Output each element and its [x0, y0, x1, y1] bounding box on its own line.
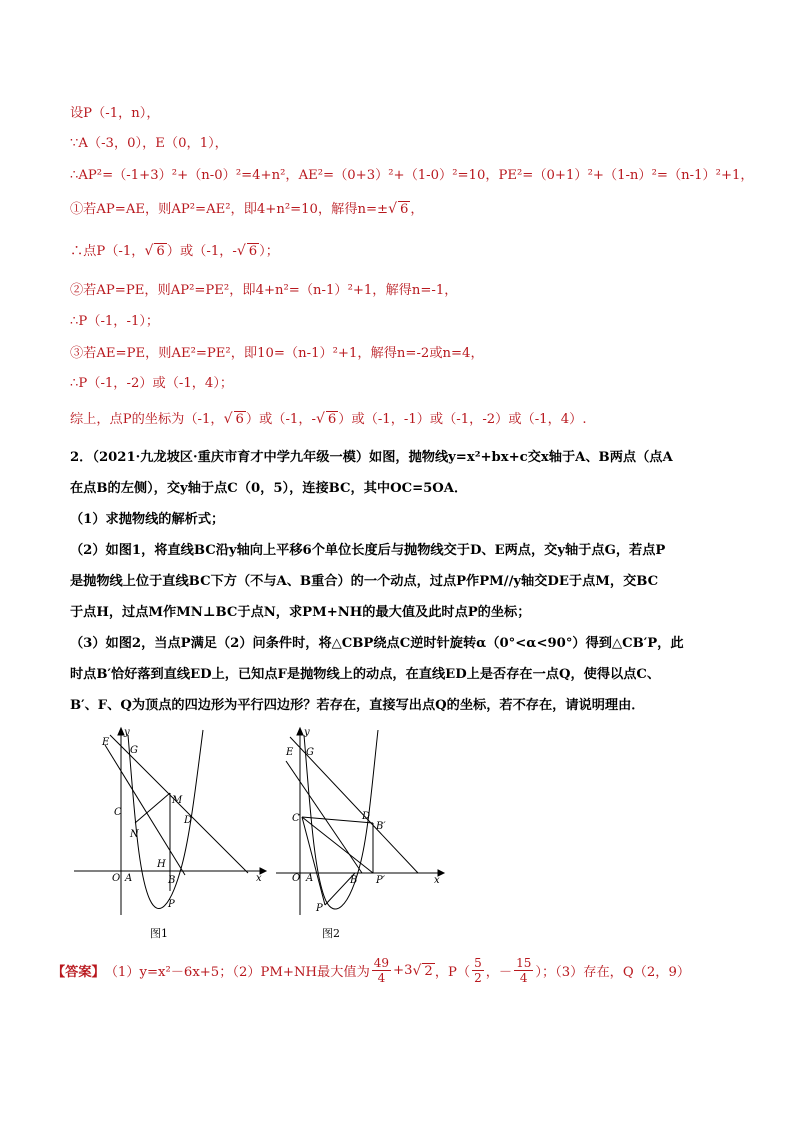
- answer-part-2: +3: [393, 963, 413, 978]
- label-p-prime: P′: [376, 875, 385, 886]
- label-e: E: [286, 747, 294, 758]
- sqrt-radicand: 6: [156, 244, 165, 259]
- answer-part-4: ，－: [485, 965, 513, 980]
- denominator: 4: [519, 971, 528, 985]
- answer-line: [52, 956, 690, 985]
- punct: ，: [410, 202, 424, 217]
- numerator: 15: [516, 956, 532, 970]
- question-2-line-1: （2）如图1，将直线BC沿y轴向上平移6个单位长度后与抛物线交于D、E两点，交y轴于点G，若点P: [70, 543, 666, 558]
- fig1-caption: 图1: [150, 927, 168, 940]
- point-p-text: ∴点P（-1，: [70, 244, 145, 259]
- solution-line-6: ②若AP=PE，则AP²=PE²，即4+n²=（n-1）²+1，解得n=-1，: [70, 283, 458, 298]
- figure-1: [70, 725, 270, 940]
- solution-line-2: ∵A（-3，0），E（0，1），: [70, 136, 228, 151]
- sqrt-radicand: 6: [400, 202, 409, 217]
- label-x: x: [434, 875, 440, 886]
- solution-line-3: ∴AP²=（-1+3）²+（n-0）²=4+n²，AE²=（0+3）²+（1-0）²=10，PE²=（0+1）²+（1-n）²=（n-1）²+1，: [70, 168, 754, 183]
- sqrt-sign: √: [144, 243, 154, 259]
- label-a: A: [306, 873, 314, 884]
- sqrt-sign: √: [315, 411, 325, 427]
- answer-part-3: ，P（: [434, 965, 471, 980]
- line-mn: [135, 793, 170, 823]
- label-y: y: [304, 727, 310, 738]
- solution-line-5: [70, 240, 279, 259]
- summary-text: 综上，点P的坐标为（-1，: [70, 412, 224, 427]
- fraction-49-4: [372, 956, 391, 985]
- numerator: 5: [474, 956, 482, 970]
- label-m: M: [172, 795, 183, 806]
- fraction-5-2: [472, 956, 484, 985]
- solution-line-10: [70, 408, 587, 427]
- question-1: （1）求抛物线的解析式；: [70, 512, 225, 527]
- label-a: A: [125, 873, 133, 884]
- y-axis-arrow: [297, 728, 303, 735]
- line-cp-prime: [302, 817, 373, 873]
- numerator: 49: [373, 956, 390, 970]
- label-g: G: [306, 747, 314, 758]
- question-3-line-1: （3）如图2，当点P满足（2）问条件时，将△CBP绕点C逆时针旋转α（0°<α<90°）得到△CB′P，此: [70, 636, 684, 651]
- label-n: N: [130, 829, 139, 840]
- sqrt-radicand: 2: [424, 963, 433, 979]
- summary-end: ）或（-1，-1）或（-1，-2）或（-1，4）.: [338, 412, 587, 427]
- problem-line-2: 在点B的左侧），交y轴于点C（0，5），连接BC，其中OC=5OA．: [70, 481, 468, 496]
- figure-2: [270, 725, 450, 940]
- sqrt-sign: √: [236, 243, 246, 259]
- label-c: C: [292, 813, 300, 824]
- question-3-line-2: 时点B′恰好落到直线ED上，已知点F是抛物线上的动点，在直线ED上是否存在一点Q，使得以点C、: [70, 667, 661, 682]
- sqrt-sign: √: [388, 201, 398, 217]
- label-p: P: [316, 903, 323, 914]
- line-cp: [302, 817, 325, 905]
- label-x: x: [256, 873, 262, 884]
- question-2-line-2: 是抛物线上位于直线BC下方（不与A、B重合）的一个动点，过点P作PM//y轴交DE于点M，交BC: [70, 574, 659, 589]
- label-b: B: [350, 875, 358, 886]
- sqrt-sign: √: [412, 962, 422, 979]
- sqrt-sign: √: [223, 411, 233, 427]
- label-y: y: [124, 727, 130, 738]
- label-o: O: [292, 873, 301, 884]
- fig2-caption: 图2: [322, 927, 340, 940]
- answer-tag: 【答案】: [52, 965, 105, 980]
- sqrt-radicand: 6: [327, 412, 337, 427]
- label-c: C: [114, 807, 122, 818]
- label-d: D: [184, 815, 193, 826]
- case-1-text: ①若AP=AE，则AP²=AE²，即4+n²=10，解得n=±: [70, 202, 389, 217]
- fraction-15-4: [514, 956, 533, 985]
- denominator: 2: [474, 971, 482, 985]
- or-text: ）或（-1，-: [245, 412, 316, 427]
- question-3-line-3: B′、F、Q为顶点的四边形为平行四边形？若存在，直接写出点Q的坐标，若不存在，请说明理由．: [70, 698, 645, 713]
- label-o: O: [112, 873, 121, 884]
- label-d: D: [362, 811, 371, 822]
- problem-line-1: 2．（2021·九龙坡区·重庆市育才中学九年级一模）如图，抛物线y=x²+bx+c交x轴于A、B两点（点A: [70, 450, 673, 465]
- or-text: ）或（-1，-: [166, 244, 237, 259]
- question-2-line-3: 于点H，过点M作MN⊥BC于点N，求PM+NH的最大值及此时点P的坐标；: [70, 605, 531, 620]
- answer-part-1: （1）y=x²－6x+5；（2）PM+NH最大值为: [104, 965, 370, 980]
- label-h: H: [157, 859, 166, 870]
- solution-line-4: [70, 198, 424, 217]
- label-b-prime: B′: [376, 821, 386, 832]
- solution-line-8: ③若AE=PE，则AE²=PE²，即10=（n-1）²+1，解得n=-2或n=4，: [70, 346, 484, 361]
- sqrt-radicand: 6: [248, 244, 258, 259]
- label-b: B: [168, 875, 176, 886]
- sqrt-radicand: 6: [235, 412, 244, 427]
- denominator: 4: [377, 971, 386, 985]
- label-p: P: [168, 899, 175, 910]
- solution-line-1: 设P（-1，n），: [70, 106, 160, 121]
- solution-line-9: ∴P（-1，-2）或（-1，4）；: [70, 376, 234, 391]
- label-g: G: [130, 745, 138, 756]
- close-text: ）；: [259, 244, 279, 259]
- answer-part-5: ）；（3）存在，Q（2，9）: [535, 965, 691, 980]
- label-e: E: [102, 737, 110, 748]
- solution-line-7: ∴P（-1，-1）；: [70, 314, 160, 329]
